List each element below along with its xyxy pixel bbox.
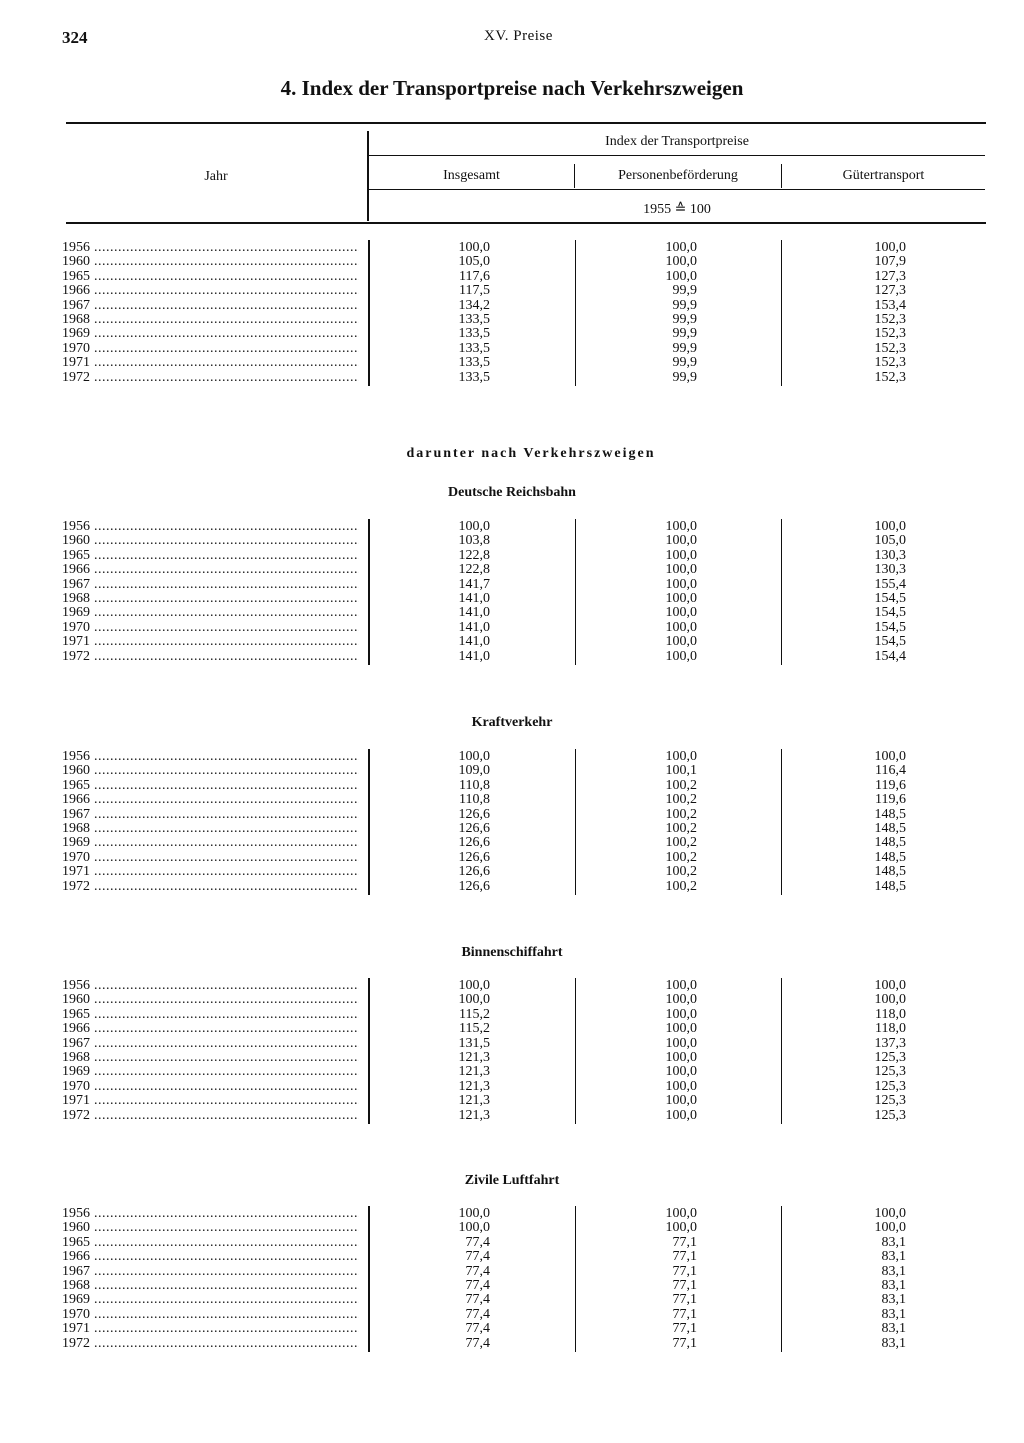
cell-guetertransport: 105,0 (874, 533, 906, 549)
cell-insgesamt: 121,3 (458, 1107, 490, 1123)
cell-insgesamt: 103,8 (458, 533, 490, 549)
table-row (0, 779, 1024, 793)
cell-insgesamt: 121,3 (458, 1050, 490, 1065)
column-header-personenbefoerderung: Personenbeförderung (618, 168, 738, 183)
cell-year: 1960 ..... (62, 255, 359, 269)
cell-guetertransport: 83,1 (881, 1263, 906, 1279)
page-title: 4. Index der Transportpreise nach Verkehrszweigen (280, 76, 744, 100)
column-divider (368, 519, 370, 665)
cell-guetertransport: 127,3 (874, 283, 906, 299)
cell-guetertransport: 148,5 (874, 864, 906, 880)
cell-guetertransport: 83,1 (881, 1306, 906, 1322)
cell-personenbefoerderung: 100,1 (665, 763, 697, 779)
section-title: Kraftverkehr (471, 715, 553, 730)
year-column-header: Jahr (204, 169, 228, 184)
cell-personenbefoerderung: 100,0 (665, 992, 697, 1008)
table-row (0, 606, 1024, 620)
cell-insgesamt: 126,6 (458, 878, 490, 894)
table-row (0, 1308, 1024, 1322)
cell-guetertransport: 118,0 (875, 1006, 906, 1022)
section-title: Deutsche Reichsbahn (448, 485, 576, 500)
cell-guetertransport: 152,3 (874, 340, 906, 356)
cell-guetertransport: 154,5 (874, 619, 906, 635)
table-row (0, 241, 1024, 255)
cell-year: 1970 ..... (62, 1080, 359, 1094)
cell-year: 1971 ..... (62, 356, 359, 370)
cell-year: 1967 ..... (62, 299, 359, 313)
cell-insgesamt: 141,0 (458, 591, 490, 606)
cell-insgesamt: 100,0 (458, 1206, 490, 1221)
cell-personenbefoerderung: 100,0 (665, 605, 697, 621)
cell-year: 1965 ..... (62, 1236, 359, 1250)
cell-insgesamt: 133,5 (458, 312, 490, 327)
cell-guetertransport: 83,1 (881, 1234, 906, 1250)
table-row (0, 342, 1024, 356)
cell-year: 1970 ..... (62, 1308, 359, 1322)
cell-guetertransport: 137,3 (874, 1035, 906, 1051)
cell-insgesamt: 141,7 (458, 576, 490, 592)
column-header-guetertransport: Gütertransport (842, 168, 925, 183)
header-bottom-rule (66, 222, 986, 224)
cell-insgesamt: 77,4 (465, 1278, 490, 1293)
cell-personenbefoerderung: 100,0 (665, 519, 697, 534)
cell-personenbefoerderung: 100,2 (665, 792, 697, 808)
cell-year: 1965 ..... (62, 1008, 359, 1022)
cell-year: 1960 ..... (62, 1221, 359, 1235)
table-row (0, 808, 1024, 822)
cell-guetertransport: 100,0 (874, 749, 906, 764)
cell-insgesamt: 110,8 (459, 792, 490, 808)
table-row (0, 1065, 1024, 1079)
cell-year: 1956 ..... (62, 1207, 359, 1221)
table-row (0, 1037, 1024, 1051)
cell-guetertransport: 148,5 (874, 821, 906, 836)
cell-personenbefoerderung: 77,1 (672, 1278, 697, 1293)
cell-year: 1966 ..... (62, 1250, 359, 1264)
cell-personenbefoerderung: 77,1 (672, 1249, 697, 1265)
cell-guetertransport: 148,5 (874, 878, 906, 894)
cell-insgesamt: 100,0 (458, 992, 490, 1008)
table-row (0, 621, 1024, 635)
cell-insgesamt: 126,6 (458, 806, 490, 822)
cell-guetertransport: 148,5 (874, 849, 906, 865)
cell-year: 1967 ..... (62, 1265, 359, 1279)
cell-year: 1960 ..... (62, 764, 359, 778)
cell-personenbefoerderung: 100,0 (665, 1021, 697, 1037)
cell-insgesamt: 131,5 (458, 1035, 490, 1051)
cell-personenbefoerderung: 100,0 (665, 1107, 697, 1123)
table-row (0, 255, 1024, 269)
cell-guetertransport: 125,3 (874, 1064, 906, 1080)
cell-guetertransport: 130,3 (874, 562, 906, 578)
cell-insgesamt: 141,0 (458, 648, 490, 664)
cell-insgesamt: 134,2 (458, 297, 490, 313)
cell-year: 1969 ..... (62, 1293, 359, 1307)
column-divider (781, 519, 782, 665)
cell-insgesamt: 141,0 (458, 619, 490, 635)
table-row (0, 836, 1024, 850)
table-row (0, 284, 1024, 298)
group-column-header: Index der Transportpreise (605, 134, 749, 149)
running-head: XV. Preise (484, 28, 553, 44)
cell-year: 1969 ..... (62, 836, 359, 850)
cell-personenbefoerderung: 100,2 (665, 806, 697, 822)
cell-personenbefoerderung: 100,0 (665, 1035, 697, 1051)
cell-personenbefoerderung: 100,2 (665, 864, 697, 880)
table-row (0, 1094, 1024, 1108)
cell-insgesamt: 100,0 (458, 519, 490, 534)
table-row (0, 299, 1024, 313)
cell-personenbefoerderung: 99,9 (672, 369, 697, 385)
cell-guetertransport: 125,3 (874, 1078, 906, 1094)
table-row (0, 356, 1024, 370)
cell-year: 1968 ..... (62, 1279, 359, 1293)
table-row (0, 563, 1024, 577)
table-row (0, 650, 1024, 664)
column-divider (575, 1206, 576, 1352)
column-divider (781, 749, 782, 895)
page-number: 324 (62, 28, 88, 47)
cell-year: 1960 ..... (62, 993, 359, 1007)
cell-year: 1967 ..... (62, 1037, 359, 1051)
header-group-rule (369, 155, 985, 156)
cell-year: 1956 ..... (62, 241, 359, 255)
cell-guetertransport: 83,1 (881, 1249, 906, 1265)
cell-insgesamt: 126,6 (458, 835, 490, 851)
section-title: Binnenschiffahrt (461, 945, 563, 960)
cell-guetertransport: 100,0 (874, 1220, 906, 1236)
cell-insgesamt: 122,8 (458, 547, 490, 563)
cell-insgesamt: 77,4 (465, 1321, 490, 1337)
cell-year: 1965 ..... (62, 270, 359, 284)
cell-guetertransport: 83,1 (881, 1321, 906, 1337)
table-row (0, 1236, 1024, 1250)
cell-personenbefoerderung: 100,0 (665, 1006, 697, 1022)
cell-guetertransport: 152,3 (874, 312, 906, 327)
cell-insgesamt: 126,6 (458, 864, 490, 880)
cell-year: 1971 ..... (62, 865, 359, 879)
column-divider (575, 240, 576, 386)
cell-guetertransport: 83,1 (881, 1292, 906, 1308)
cell-year: 1969 ..... (62, 1065, 359, 1079)
column-divider (575, 978, 576, 1124)
cell-year: 1971 ..... (62, 635, 359, 649)
section-title: Zivile Luftfahrt (464, 1173, 560, 1188)
cell-guetertransport: 100,0 (874, 519, 906, 534)
cell-guetertransport: 152,3 (874, 355, 906, 371)
cell-personenbefoerderung: 100,0 (665, 268, 697, 284)
cell-insgesamt: 121,3 (458, 1078, 490, 1094)
cell-year: 1967 ..... (62, 578, 359, 592)
cell-year: 1968 ..... (62, 1051, 359, 1065)
cell-year: 1970 ..... (62, 851, 359, 865)
header-top-rule (66, 122, 986, 124)
cell-personenbefoerderung: 100,0 (665, 240, 697, 255)
cell-guetertransport: 118,0 (875, 1021, 906, 1037)
cell-year: 1972 ..... (62, 880, 359, 894)
table-row (0, 371, 1024, 385)
cell-guetertransport: 148,5 (874, 806, 906, 822)
cell-year: 1965 ..... (62, 779, 359, 793)
table-row (0, 1221, 1024, 1235)
cell-insgesamt: 133,5 (458, 355, 490, 371)
cell-personenbefoerderung: 77,1 (672, 1306, 697, 1322)
cell-insgesamt: 141,0 (458, 634, 490, 650)
cell-guetertransport: 125,3 (874, 1107, 906, 1123)
subheading-verkehrszweige: darunter nach Verkehrszweigen (406, 446, 656, 461)
cell-insgesamt: 100,0 (458, 240, 490, 255)
cell-personenbefoerderung: 100,0 (665, 533, 697, 549)
table-row (0, 750, 1024, 764)
cell-insgesamt: 77,4 (465, 1335, 490, 1351)
cell-personenbefoerderung: 100,0 (665, 648, 697, 664)
cell-personenbefoerderung: 77,1 (672, 1292, 697, 1308)
cell-year: 1965 ..... (62, 549, 359, 563)
cell-insgesamt: 77,4 (465, 1306, 490, 1322)
cell-personenbefoerderung: 99,9 (672, 297, 697, 313)
cell-insgesamt: 115,2 (459, 1006, 490, 1022)
column-header-insgesamt: Insgesamt (443, 168, 500, 183)
column-divider (368, 749, 370, 895)
cell-personenbefoerderung: 99,9 (672, 312, 697, 327)
cell-personenbefoerderung: 100,0 (665, 576, 697, 592)
cell-guetertransport: 154,5 (874, 634, 906, 650)
cell-personenbefoerderung: 100,0 (665, 619, 697, 635)
cell-personenbefoerderung: 100,0 (665, 1078, 697, 1094)
cell-year: 1972 ..... (62, 650, 359, 664)
cell-personenbefoerderung: 100,2 (665, 821, 697, 836)
cell-year: 1966 ..... (62, 793, 359, 807)
cell-insgesamt: 126,6 (458, 821, 490, 836)
cell-personenbefoerderung: 77,1 (672, 1263, 697, 1279)
table-row (0, 1337, 1024, 1351)
cell-guetertransport: 152,3 (874, 369, 906, 385)
cell-personenbefoerderung: 77,1 (672, 1234, 697, 1250)
cell-personenbefoerderung: 99,9 (672, 283, 697, 299)
cell-personenbefoerderung: 100,0 (665, 591, 697, 606)
cell-year: 1971 ..... (62, 1094, 359, 1108)
base-year-note: 1955 ≙ 100 (643, 202, 711, 217)
table-row (0, 822, 1024, 836)
table-row (0, 1322, 1024, 1336)
cell-year: 1969 ..... (62, 606, 359, 620)
table-row (0, 1051, 1024, 1065)
cell-insgesamt: 117,6 (459, 268, 490, 284)
cell-year: 1968 ..... (62, 592, 359, 606)
cell-guetertransport: 83,1 (881, 1335, 906, 1351)
cell-guetertransport: 152,3 (874, 326, 906, 342)
cell-insgesamt: 117,5 (459, 283, 490, 299)
column-divider (575, 749, 576, 895)
cell-insgesamt: 100,0 (458, 749, 490, 764)
column-divider (368, 240, 370, 386)
table-row (0, 764, 1024, 778)
cell-personenbefoerderung: 100,0 (665, 547, 697, 563)
cell-insgesamt: 133,5 (458, 326, 490, 342)
cell-insgesamt: 77,4 (465, 1234, 490, 1250)
cell-insgesamt: 141,0 (458, 605, 490, 621)
table-row (0, 993, 1024, 1007)
cell-personenbefoerderung: 100,0 (665, 562, 697, 578)
header-columns-rule (369, 189, 985, 190)
cell-personenbefoerderung: 100,2 (665, 878, 697, 894)
table-row (0, 880, 1024, 894)
table-row (0, 520, 1024, 534)
cell-guetertransport: 127,3 (874, 268, 906, 284)
table-row (0, 592, 1024, 606)
cell-insgesamt: 126,6 (458, 849, 490, 865)
cell-year: 1956 ..... (62, 979, 359, 993)
cell-year: 1967 ..... (62, 808, 359, 822)
cell-insgesamt: 109,0 (458, 763, 490, 779)
cell-year: 1972 ..... (62, 371, 359, 385)
cell-year: 1969 ..... (62, 327, 359, 341)
cell-personenbefoerderung: 100,2 (665, 849, 697, 865)
table-row (0, 865, 1024, 879)
table-row (0, 549, 1024, 563)
cell-guetertransport: 125,3 (874, 1093, 906, 1109)
cell-personenbefoerderung: 100,0 (665, 749, 697, 764)
cell-year: 1956 ..... (62, 520, 359, 534)
cell-personenbefoerderung: 100,0 (665, 634, 697, 650)
cell-personenbefoerderung: 100,2 (665, 835, 697, 851)
cell-personenbefoerderung: 99,9 (672, 326, 697, 342)
table-row (0, 1250, 1024, 1264)
table-row (0, 979, 1024, 993)
column-divider (368, 978, 370, 1124)
column-divider (368, 1206, 370, 1352)
cell-year: 1968 ..... (62, 822, 359, 836)
table-row (0, 635, 1024, 649)
cell-guetertransport: 116,4 (875, 763, 906, 779)
cell-insgesamt: 133,5 (458, 369, 490, 385)
column-divider (781, 1206, 782, 1352)
cell-personenbefoerderung: 100,0 (665, 1206, 697, 1221)
cell-personenbefoerderung: 99,9 (672, 340, 697, 356)
table-row (0, 327, 1024, 341)
cell-personenbefoerderung: 100,0 (665, 1220, 697, 1236)
table-row (0, 1008, 1024, 1022)
table-row (0, 1293, 1024, 1307)
cell-guetertransport: 155,4 (874, 576, 906, 592)
cell-guetertransport: 100,0 (874, 1206, 906, 1221)
cell-guetertransport: 100,0 (874, 978, 906, 993)
cell-personenbefoerderung: 99,9 (672, 355, 697, 371)
cell-personenbefoerderung: 77,1 (672, 1321, 697, 1337)
cell-personenbefoerderung: 100,0 (665, 978, 697, 993)
table-row (0, 313, 1024, 327)
table-row (0, 1265, 1024, 1279)
cell-guetertransport: 154,5 (874, 591, 906, 606)
table-row (0, 1109, 1024, 1123)
cell-personenbefoerderung: 100,0 (665, 254, 697, 270)
column-divider (781, 240, 782, 386)
cell-guetertransport: 154,4 (874, 648, 906, 664)
cell-guetertransport: 130,3 (874, 547, 906, 563)
table-row (0, 578, 1024, 592)
cell-insgesamt: 115,2 (459, 1021, 490, 1037)
cell-guetertransport: 119,6 (875, 777, 906, 793)
cell-insgesamt: 122,8 (458, 562, 490, 578)
cell-personenbefoerderung: 100,2 (665, 777, 697, 793)
cell-guetertransport: 148,5 (874, 835, 906, 851)
cell-year: 1960 ..... (62, 534, 359, 548)
cell-personenbefoerderung: 100,0 (665, 1064, 697, 1080)
cell-insgesamt: 77,4 (465, 1263, 490, 1279)
cell-insgesamt: 100,0 (458, 978, 490, 993)
cell-year: 1968 ..... (62, 313, 359, 327)
cell-year: 1970 ..... (62, 342, 359, 356)
cell-year: 1966 ..... (62, 284, 359, 298)
cell-year: 1966 ..... (62, 1022, 359, 1036)
cell-insgesamt: 77,4 (465, 1292, 490, 1308)
table-row (0, 1207, 1024, 1221)
cell-guetertransport: 83,1 (881, 1278, 906, 1293)
cell-guetertransport: 107,9 (874, 254, 906, 270)
table-row (0, 851, 1024, 865)
cell-guetertransport: 100,0 (874, 992, 906, 1008)
table-row (0, 1080, 1024, 1094)
cell-year: 1972 ..... (62, 1337, 359, 1351)
cell-guetertransport: 125,3 (874, 1050, 906, 1065)
column-divider (575, 519, 576, 665)
cell-insgesamt: 77,4 (465, 1249, 490, 1265)
cell-year: 1971 ..... (62, 1322, 359, 1336)
cell-insgesamt: 121,3 (458, 1064, 490, 1080)
column-divider (781, 978, 782, 1124)
cell-guetertransport: 153,4 (874, 297, 906, 313)
cell-guetertransport: 154,5 (874, 605, 906, 621)
cell-year: 1972 ..... (62, 1109, 359, 1123)
table-row (0, 1279, 1024, 1293)
cell-year: 1970 ..... (62, 621, 359, 635)
table-row (0, 270, 1024, 284)
cell-personenbefoerderung: 100,0 (665, 1050, 697, 1065)
cell-insgesamt: 133,5 (458, 340, 490, 356)
cell-insgesamt: 121,3 (458, 1093, 490, 1109)
cell-insgesamt: 110,8 (459, 777, 490, 793)
cell-personenbefoerderung: 77,1 (672, 1335, 697, 1351)
cell-insgesamt: 100,0 (458, 1220, 490, 1236)
table-row (0, 793, 1024, 807)
cell-personenbefoerderung: 100,0 (665, 1093, 697, 1109)
cell-insgesamt: 105,0 (458, 254, 490, 270)
table-row (0, 1022, 1024, 1036)
cell-year: 1966 ..... (62, 563, 359, 577)
cell-guetertransport: 100,0 (874, 240, 906, 255)
cell-year: 1956 ..... (62, 750, 359, 764)
cell-guetertransport: 119,6 (875, 792, 906, 808)
table-row (0, 534, 1024, 548)
